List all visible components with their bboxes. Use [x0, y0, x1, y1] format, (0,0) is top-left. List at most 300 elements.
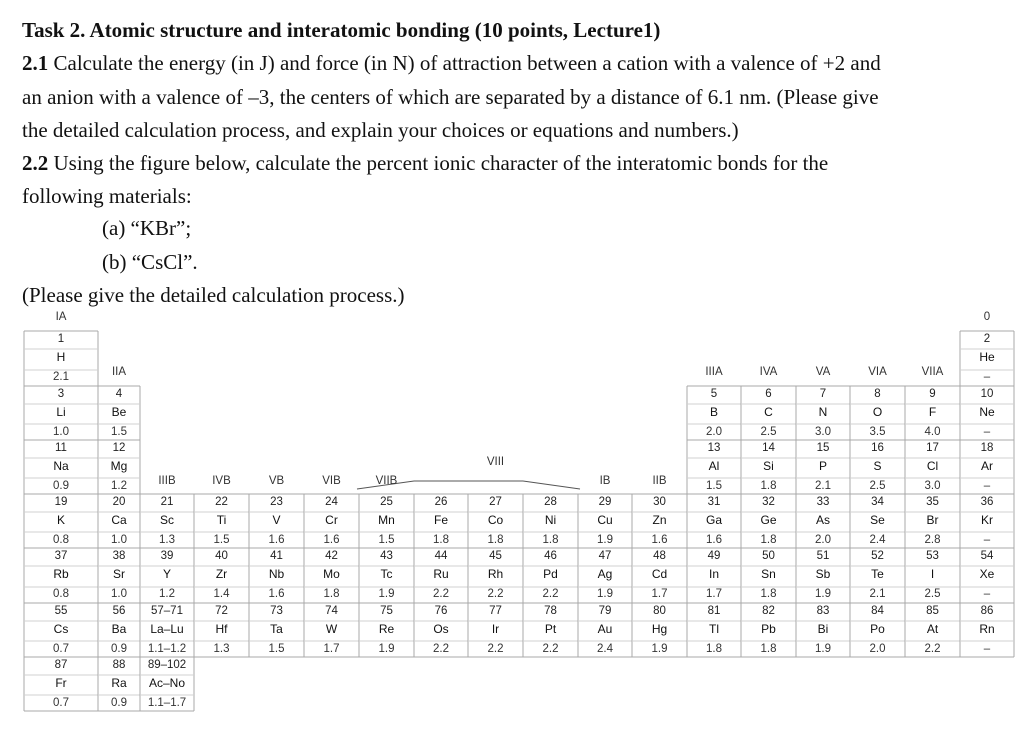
- atomic-number: 20: [112, 496, 126, 508]
- electronegativity-value: 1.7: [706, 588, 722, 600]
- group-label: VIB: [322, 475, 341, 487]
- electronegativity-value: 1.5: [111, 426, 127, 438]
- element-cell: [687, 386, 741, 440]
- element-symbol: Ge: [760, 513, 777, 527]
- atomic-number: 42: [325, 550, 338, 562]
- atomic-number: 17: [926, 442, 939, 454]
- element-symbol: Ca: [111, 513, 127, 527]
- electronegativity-value: 3.0: [924, 480, 941, 492]
- atomic-number: 3: [57, 388, 65, 400]
- element-cell: [24, 548, 98, 603]
- electronegativity-value: 0.9: [53, 480, 69, 492]
- atomic-number: 47: [598, 550, 612, 562]
- atomic-number: 34: [871, 496, 884, 508]
- element-cell: [98, 603, 140, 657]
- element-symbol: Ar: [981, 459, 993, 473]
- element-symbol: He: [979, 350, 995, 364]
- electronegativity-value: 1.8: [433, 534, 449, 546]
- electronegativity-value: 1.6: [323, 534, 340, 546]
- element-symbol: S: [873, 459, 882, 473]
- group-label: IA: [55, 311, 67, 323]
- electronegativity-value: 1.6: [651, 534, 668, 546]
- element-symbol: Se: [870, 513, 885, 527]
- element-cell: [414, 494, 468, 548]
- electronegativity-value: 1.9: [815, 588, 831, 600]
- group-label: IVB: [212, 475, 231, 487]
- electronegativity-value: –: [983, 371, 991, 383]
- element-cell: [960, 603, 1014, 657]
- element-symbol: Cs: [53, 622, 69, 636]
- element-cell: [687, 548, 741, 603]
- atomic-number: 19: [54, 496, 68, 508]
- electronegativity-value: 1.9: [815, 643, 831, 655]
- atomic-number: 53: [926, 550, 939, 562]
- atomic-number: 12: [112, 442, 126, 454]
- element-symbol: Na: [53, 459, 69, 473]
- electronegativity-value: –: [983, 534, 991, 546]
- electronegativity-value: 1.3: [213, 643, 230, 655]
- element-cell: [24, 331, 98, 386]
- atomic-number: 16: [871, 442, 884, 454]
- element-symbol: Cr: [325, 513, 338, 527]
- atomic-number: 8: [874, 388, 881, 400]
- atomic-number: 7: [819, 388, 827, 400]
- atomic-number: 33: [816, 496, 830, 508]
- element-cell: [98, 657, 140, 711]
- electronegativity-value: 2.1: [53, 371, 69, 383]
- element-symbol: Sb: [815, 567, 831, 581]
- element-cell: [850, 548, 905, 603]
- element-symbol: Rn: [979, 622, 995, 636]
- atomic-number: 88: [112, 659, 126, 671]
- element-cell: [632, 548, 687, 603]
- atomic-number: 86: [980, 605, 994, 617]
- electronegativity-value: 2.5: [869, 480, 886, 492]
- atomic-number: 4: [115, 388, 123, 400]
- element-cell: [523, 548, 578, 603]
- electronegativity-value: 1.8: [760, 588, 777, 600]
- element-cell: [304, 603, 359, 657]
- element-cell: [578, 603, 632, 657]
- element-cell: [905, 440, 960, 494]
- element-cell: [98, 440, 140, 494]
- element-symbol: Au: [597, 622, 613, 636]
- element-cell: [468, 603, 523, 657]
- element-symbol: O: [872, 405, 883, 419]
- element-cell: [741, 603, 796, 657]
- electronegativity-value: 4.0: [924, 426, 941, 438]
- group-label: 0: [983, 311, 991, 323]
- item-a: (a) “KBr”;: [102, 216, 192, 240]
- element-symbol: Zr: [215, 567, 228, 581]
- electronegativity-value: 0.9: [111, 697, 127, 709]
- element-symbol: Mg: [110, 459, 128, 473]
- element-cell: [632, 494, 687, 548]
- element-cell: [796, 440, 850, 494]
- element-symbol: Rb: [53, 567, 69, 581]
- element-cell: [905, 548, 960, 603]
- element-symbol: Xe: [979, 567, 995, 581]
- group-label: VIA: [868, 366, 887, 378]
- element-symbol: Ru: [433, 567, 449, 581]
- electronegativity-value: 2.4: [869, 534, 886, 546]
- atomic-number: 27: [489, 496, 502, 508]
- electronegativity-value: 1.6: [268, 588, 285, 600]
- atomic-number: 50: [762, 550, 775, 562]
- atomic-number: 38: [112, 550, 126, 562]
- element-symbol: Li: [56, 405, 66, 419]
- element-cell: [741, 494, 796, 548]
- element-cell: [687, 440, 741, 494]
- atomic-number: 26: [434, 496, 448, 508]
- atomic-number: 45: [489, 550, 502, 562]
- element-cell: [960, 440, 1014, 494]
- element-cell: [140, 657, 194, 711]
- electronegativity-value: 1.8: [323, 588, 340, 600]
- atomic-number: 83: [816, 605, 830, 617]
- electronegativity-value: 1.0: [111, 588, 127, 600]
- item-b: (b) “CsCl”.: [102, 250, 198, 274]
- group-label: IIIA: [705, 366, 723, 378]
- element-cell: [359, 548, 414, 603]
- electronegativity-value: 2.0: [706, 426, 722, 438]
- element-cell: [140, 603, 194, 657]
- element-cell: [194, 603, 249, 657]
- atomic-number: 9: [929, 388, 936, 400]
- element-cell: [140, 494, 194, 548]
- element-symbol: Ne: [979, 405, 995, 419]
- electronegativity-value: 1.5: [706, 480, 722, 492]
- electronegativity-value: 1.9: [597, 534, 613, 546]
- element-cell: [687, 603, 741, 657]
- element-symbol: Ga: [705, 513, 722, 527]
- electronegativity-value: 2.4: [597, 643, 613, 655]
- element-cell: [960, 548, 1014, 603]
- atomic-number: 85: [926, 605, 939, 617]
- atomic-number: 31: [707, 496, 721, 508]
- element-symbol: Sc: [159, 513, 174, 527]
- electronegativity-value: 0.8: [53, 534, 69, 546]
- element-symbol: Cl: [926, 459, 939, 473]
- atomic-number: 37: [54, 550, 68, 562]
- element-cell: [24, 657, 98, 711]
- atomic-number: 77: [489, 605, 502, 617]
- atomic-number: 29: [598, 496, 612, 508]
- question-2-1-line-1: 2.1 Calculate the energy (in J) and force (in N) of attraction between a cation with a valence of +2 and: [22, 51, 881, 75]
- element-cell: [796, 386, 850, 440]
- element-symbol: Pb: [761, 622, 776, 636]
- electronegativity-value: 2.2: [487, 588, 504, 600]
- viii-bracket-right: [523, 481, 580, 489]
- element-symbol: Cu: [597, 513, 613, 527]
- electronegativity-value: 1.2: [111, 480, 127, 492]
- electronegativity-value: 1.4: [213, 588, 230, 600]
- element-cell: [796, 494, 850, 548]
- electronegativity-value: –: [983, 480, 991, 492]
- atomic-number: 82: [762, 605, 775, 617]
- element-cell: [24, 603, 98, 657]
- question-number: 2.1: [22, 51, 49, 75]
- element-cell: [960, 386, 1014, 440]
- atomic-number: 54: [980, 550, 994, 562]
- task-title: Task 2. Atomic structure and interatomic bonding (10 points, Lecture1): [22, 18, 661, 42]
- electronegativity-value: 0.7: [53, 697, 69, 709]
- element-symbol: Fr: [55, 676, 67, 690]
- element-symbol: Nb: [268, 567, 285, 581]
- element-symbol: Os: [433, 622, 449, 636]
- electronegativity-value: 0.8: [53, 588, 69, 600]
- element-symbol: W: [325, 622, 338, 636]
- electronegativity-value: 1.0: [53, 426, 69, 438]
- element-symbol: N: [818, 405, 828, 419]
- electronegativity-value: 0.9: [111, 643, 127, 655]
- atomic-number: 25: [380, 496, 393, 508]
- electronegativity-value: 2.2: [487, 643, 504, 655]
- element-symbol: Ta: [270, 622, 283, 636]
- atomic-number: 79: [598, 605, 612, 617]
- electronegativity-value: 1.0: [111, 534, 127, 546]
- element-cell: [523, 603, 578, 657]
- electronegativity-value: 1.8: [760, 643, 777, 655]
- electronegativity-value: 0.7: [53, 643, 69, 655]
- electronegativity-value: 1.1–1.7: [147, 697, 187, 709]
- atomic-number: 78: [544, 605, 557, 617]
- electronegativity-value: 2.2: [433, 643, 449, 655]
- element-symbol: Re: [378, 622, 395, 636]
- element-symbol: Br: [926, 513, 939, 527]
- atomic-number: 35: [926, 496, 939, 508]
- atomic-number: 24: [325, 496, 338, 508]
- element-symbol: Si: [763, 459, 774, 473]
- electronegativity-value: 1.9: [651, 643, 668, 655]
- element-symbol: Y: [162, 567, 171, 581]
- element-cell: [632, 603, 687, 657]
- element-symbol: La–Lu: [150, 622, 184, 636]
- element-cell: [304, 548, 359, 603]
- group-label: IVA: [759, 366, 778, 378]
- element-cell: [905, 494, 960, 548]
- element-symbol: In: [708, 567, 719, 581]
- element-symbol: Pt: [544, 622, 557, 636]
- electronegativity-value: 1.9: [597, 588, 613, 600]
- element-symbol: Tl: [709, 622, 719, 636]
- atomic-number: 6: [765, 388, 772, 400]
- atomic-number: 55: [54, 605, 68, 617]
- element-cell: [523, 494, 578, 548]
- element-symbol: Rh: [487, 567, 504, 581]
- question-2-1-line-3: the detailed calculation process, and explain your choices or equations and numbers.): [22, 118, 739, 142]
- element-symbol: V: [272, 513, 281, 527]
- atomic-number: 36: [980, 496, 994, 508]
- element-cell: [140, 548, 194, 603]
- atomic-number: 73: [270, 605, 283, 617]
- atomic-number: 23: [270, 496, 283, 508]
- electronegativity-value: 1.5: [213, 534, 230, 546]
- electronegativity-value: 2.0: [869, 643, 886, 655]
- electronegativity-value: 1.8: [706, 643, 722, 655]
- element-cell: [359, 603, 414, 657]
- element-cell: [960, 494, 1014, 548]
- atomic-number: 44: [434, 550, 448, 562]
- element-cell: [249, 494, 304, 548]
- atomic-number: 56: [112, 605, 126, 617]
- element-cell: [741, 440, 796, 494]
- electronegativity-value: 2.8: [924, 534, 941, 546]
- atomic-number: 10: [980, 388, 994, 400]
- group-label: VA: [815, 366, 831, 378]
- element-cell: [359, 494, 414, 548]
- element-cell: [304, 494, 359, 548]
- element-symbol: Ti: [216, 513, 227, 527]
- element-symbol: Ac–No: [148, 676, 186, 690]
- electronegativity-value: 2.5: [760, 426, 777, 438]
- atomic-number: 81: [707, 605, 721, 617]
- element-cell: [468, 494, 523, 548]
- electronegativity-value: 1.5: [378, 534, 395, 546]
- element-symbol: Cd: [651, 567, 668, 581]
- element-symbol: Ir: [491, 622, 500, 636]
- atomic-number: 22: [215, 496, 228, 508]
- element-symbol: I: [930, 567, 935, 581]
- element-symbol: As: [815, 513, 830, 527]
- atomic-number: 72: [215, 605, 228, 617]
- atomic-number: 30: [653, 496, 666, 508]
- element-symbol: Ba: [111, 622, 127, 636]
- element-cell: [578, 548, 632, 603]
- electronegativity-value: 2.2: [433, 588, 449, 600]
- atomic-number: 76: [434, 605, 448, 617]
- element-cell: [850, 603, 905, 657]
- electronegativity-value: 2.2: [542, 588, 559, 600]
- atomic-number: 74: [325, 605, 338, 617]
- calculation-note: (Please give the detailed calculation process.): [22, 283, 405, 307]
- electronegativity-value: 1.6: [268, 534, 285, 546]
- atomic-number: 32: [762, 496, 775, 508]
- element-cell: [687, 494, 741, 548]
- electronegativity-value: 1.8: [487, 534, 504, 546]
- atomic-number: 14: [762, 442, 775, 454]
- element-symbol: At: [926, 622, 939, 636]
- element-symbol: Pd: [543, 567, 558, 581]
- electronegativity-value: 2.0: [815, 534, 831, 546]
- element-cell: [905, 386, 960, 440]
- element-symbol: Sr: [113, 567, 125, 581]
- element-cell: [24, 386, 98, 440]
- atomic-number: 75: [380, 605, 393, 617]
- element-symbol: P: [818, 459, 827, 473]
- atomic-number: 18: [980, 442, 994, 454]
- group-label: IIIB: [158, 475, 176, 487]
- electronegativity-value: –: [983, 588, 991, 600]
- electronegativity-value: 1.9: [378, 588, 395, 600]
- element-symbol: Hf: [215, 622, 228, 636]
- electronegativity-value: –: [983, 643, 991, 655]
- electronegativity-value: 1.8: [542, 534, 559, 546]
- electronegativity-value: 1.3: [159, 534, 175, 546]
- element-symbol: F: [928, 405, 937, 419]
- element-cell: [796, 548, 850, 603]
- group-label: IIB: [652, 475, 667, 487]
- atomic-number: 13: [707, 442, 721, 454]
- element-cell: [850, 386, 905, 440]
- element-symbol: Te: [871, 567, 884, 581]
- atomic-number: 57–71: [151, 605, 183, 617]
- element-cell: [98, 386, 140, 440]
- element-cell: [960, 331, 1014, 386]
- element-symbol: B: [709, 405, 718, 419]
- group-label: IIA: [111, 366, 127, 378]
- atomic-number: 41: [270, 550, 283, 562]
- electronegativity-value: 3.5: [869, 426, 886, 438]
- element-symbol: Mo: [323, 567, 340, 581]
- atomic-number: 28: [544, 496, 557, 508]
- group-label: VB: [268, 475, 285, 487]
- element-symbol: Sn: [761, 567, 776, 581]
- element-symbol: Al: [708, 459, 720, 473]
- element-cell: [24, 440, 98, 494]
- atomic-number: 46: [544, 550, 557, 562]
- element-symbol: Hg: [651, 622, 668, 636]
- question-2-1-line-2: an anion with a valence of –3, the centers of which are separated by a distance of 6.1 nm. (Please give: [22, 85, 879, 109]
- element-symbol: Ag: [597, 567, 613, 581]
- electronegativity-value: 1.6: [706, 534, 722, 546]
- electronegativity-value: 1.5: [268, 643, 285, 655]
- element-cell: [850, 494, 905, 548]
- element-symbol: C: [764, 405, 773, 419]
- element-cell: [414, 548, 468, 603]
- electronegativity-value: 2.2: [924, 643, 941, 655]
- atomic-number: 11: [55, 442, 67, 454]
- element-cell: [249, 603, 304, 657]
- element-cell: [850, 440, 905, 494]
- electronegativity-value: 2.1: [815, 480, 831, 492]
- element-symbol: Mn: [378, 513, 395, 527]
- element-symbol: Fe: [433, 513, 448, 527]
- group-label: VIII: [486, 456, 505, 468]
- element-symbol: Tc: [380, 567, 393, 581]
- atomic-number: 48: [653, 550, 666, 562]
- electronegativity-value: 1.1–1.2: [147, 643, 187, 655]
- element-cell: [905, 603, 960, 657]
- atomic-number: 2: [983, 333, 991, 345]
- electronegativity-value: 2.1: [869, 588, 886, 600]
- atomic-number: 5: [710, 388, 718, 400]
- electronegativity-value: 2.5: [924, 588, 941, 600]
- electronegativity-value: 1.8: [760, 480, 777, 492]
- element-cell: [468, 548, 523, 603]
- electronegativity-value: 1.9: [378, 643, 395, 655]
- electronegativity-value: 1.7: [323, 643, 340, 655]
- element-symbol: Be: [111, 405, 127, 419]
- question-2-2-line-1: 2.2 Using the figure below, calculate the percent ionic character of the interatomic bonds for the: [22, 151, 829, 175]
- atomic-number: 1: [57, 333, 65, 345]
- electronegativity-value: 3.0: [815, 426, 831, 438]
- element-cell: [194, 494, 249, 548]
- atomic-number: 21: [160, 496, 174, 508]
- question-2-2-line-2: following materials:: [22, 184, 192, 208]
- atomic-number: 40: [215, 550, 228, 562]
- element-symbol: Ni: [544, 513, 557, 527]
- element-cell: [24, 494, 98, 548]
- element-symbol: Ra: [111, 676, 127, 690]
- element-cell: [578, 494, 632, 548]
- element-cell: [98, 548, 140, 603]
- element-symbol: Co: [487, 513, 504, 527]
- atomic-number: 80: [653, 605, 666, 617]
- element-symbol: Zn: [652, 513, 667, 527]
- electronegativity-value: 1.2: [159, 588, 175, 600]
- element-symbol: K: [56, 513, 65, 527]
